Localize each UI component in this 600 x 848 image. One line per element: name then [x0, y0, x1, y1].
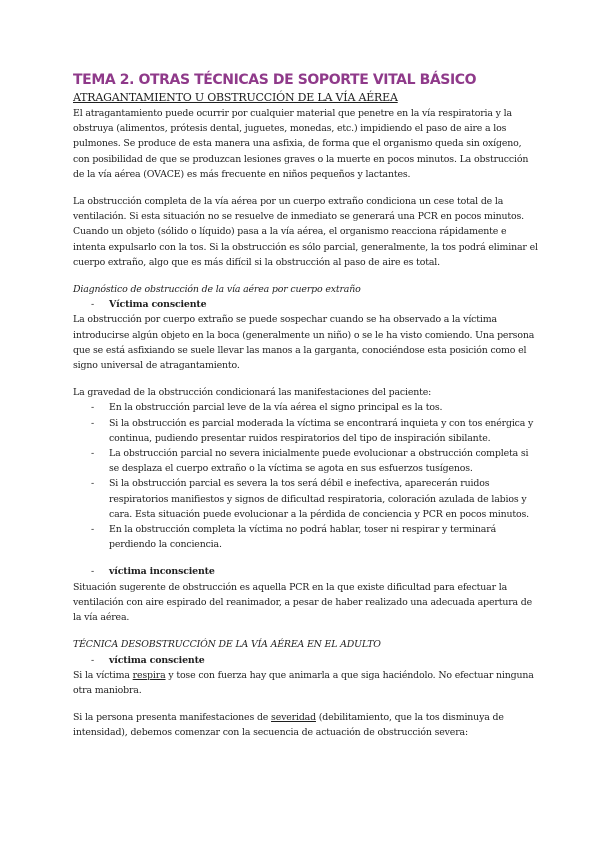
- bullet-victima-consciente-2: [73, 653, 540, 668]
- bullet-dash: -: [91, 417, 95, 429]
- paragraph-breathing: [73, 668, 540, 698]
- bullet-dash: -: [91, 654, 95, 666]
- breathing-text-a: Si la víctima: [73, 669, 133, 681]
- bullet-dash: -: [91, 524, 95, 536]
- bullet-dash: -: [91, 566, 95, 578]
- list-item: [73, 476, 540, 522]
- bullet-dash: -: [91, 478, 95, 490]
- list-item: [73, 522, 540, 552]
- technique-heading: TÉCNICA DESOBSTRUCCIÓN DE LA VÍA AÉREA EN EL ADULTO: [73, 639, 381, 651]
- list-item-text: La obstrucción parcial no severa inicialmente puede evolucionar a obstrucción completa si se desplaza el cuerpo extraño o la víctima se agota en sus esfuerzos tusígenos.: [109, 448, 529, 475]
- paragraph-severity: [73, 710, 540, 740]
- breathing-underlined: respira: [132, 669, 166, 681]
- bullet-dash: -: [91, 299, 95, 311]
- list-item-text: Si la obstrucción parcial es severa la tos será débil e inefectiva, aparecerán ruidos respiratorios manifiestos y signos de dificultad respiratoria, coloración azulada de labios y cara. Esta situación puede evolucionar a la pérdida de conciencia y PCR en pocos minutos.: [109, 478, 529, 520]
- victima-consciente-2-label: víctima consciente: [109, 654, 205, 666]
- severity-text-a: Si la persona presenta manifestaciones de: [73, 712, 272, 724]
- victima-inconsciente-label: víctima inconsciente: [109, 566, 215, 578]
- list-item-text: Si la obstrucción es parcial moderada la víctima se encontrará inquieta y con tos enérgica y continua, pudiendo presentar ruidos respiratorios del tipo de inspiración sibilante.: [109, 417, 534, 444]
- list-item-text: En la obstrucción completa la víctima no podrá hablar, toser ni respirar y terminará perdiendo la conciencia.: [109, 524, 497, 551]
- paragraph-obstruction: La obstrucción completa de la vía aérea por un cuerpo extraño condiciona un cese total de la ventilación. Si esta situación no se resuelve de inmediato se generará una PCR en pocos minutos. Cuando un objeto (sólido o líquido) pasa a la vía aérea, el organismo reacciona rápidamente e intenta expulsarlo con la tos. Si la obstrucción es sólo parcial, generalmente, la tos podrá eliminar el cuerpo extraño, algo que es más difícil si la obstrucción al paso de aire es total.: [73, 196, 538, 268]
- bullet-victima-consciente: [73, 297, 540, 312]
- bullet-dash: -: [91, 402, 95, 414]
- list-item-text: En la obstrucción parcial leve de la vía aérea el signo principal es la tos.: [109, 402, 443, 414]
- bullet-dash: -: [91, 448, 95, 460]
- list-item: [73, 446, 540, 476]
- paragraph-unconscious: Situación sugerente de obstrucción es aquella PCR en la que existe dificultad para efectuar la ventilación con aire espirado del reanimador, a pesar de haber realizado una adecuada apertura de la vía aérea.: [73, 581, 533, 624]
- breathing-text-b: y tose con fuerza hay que animarla a que siga haciéndolo. No efectuar ninguna otra maniobra.: [73, 669, 534, 696]
- paragraph-suspicion: La obstrucción por cuerpo extraño se puede sospechar cuando se ha observado a la víctima introducirse algún objeto en la boca (generalmente un niño) o se le ha visto comiendo. Una persona que se está asfixiando se suele llevar las manos a la garganta, conociéndose esta posición como el signo universal de atragantamiento.: [73, 314, 535, 372]
- severity-underlined: severidad: [271, 712, 316, 724]
- page-title: TEMA 2. OTRAS TÉCNICAS DE SOPORTE VITAL BÁSICO: [73, 72, 477, 88]
- victima-consciente-label: Víctima consciente: [109, 299, 207, 311]
- paragraph-severity-intro: La gravedad de la obstrucción condicionará las manifestaciones del paciente:: [73, 387, 432, 399]
- paragraph-intro: El atragantamiento puede ocurrir por cualquier material que penetre en la vía respiratoria y la obstruya (alimentos, prótesis dental, juguetes, monedas, etc.) impidiendo el paso de aire a los pulmones. Se produce de esta manera una asfixia, de forma que el organismo queda sin oxígeno, con posibilidad de que se produzcan lesiones graves o la muerte en pocos minutos. La obstrucción de la vía aérea (OVACE) es más frecuente en niños pequeños y lactantes.: [73, 108, 529, 180]
- list-item: [73, 400, 540, 415]
- diagnosis-heading: Diagnóstico de obstrucción de la vía aérea por cuerpo extraño: [73, 284, 361, 296]
- list-item: [73, 416, 540, 446]
- section-subtitle: ATRAGANTAMIENTO U OBSTRUCCIÓN DE LA VÍA AÉREA: [73, 91, 398, 104]
- severity-text-b: (debilitamiento, que la tos disminuya de intensidad), debemos comenzar con la secuencia de actuación de obstrucción severa:: [73, 712, 504, 739]
- bullet-victima-inconsciente: [73, 564, 540, 579]
